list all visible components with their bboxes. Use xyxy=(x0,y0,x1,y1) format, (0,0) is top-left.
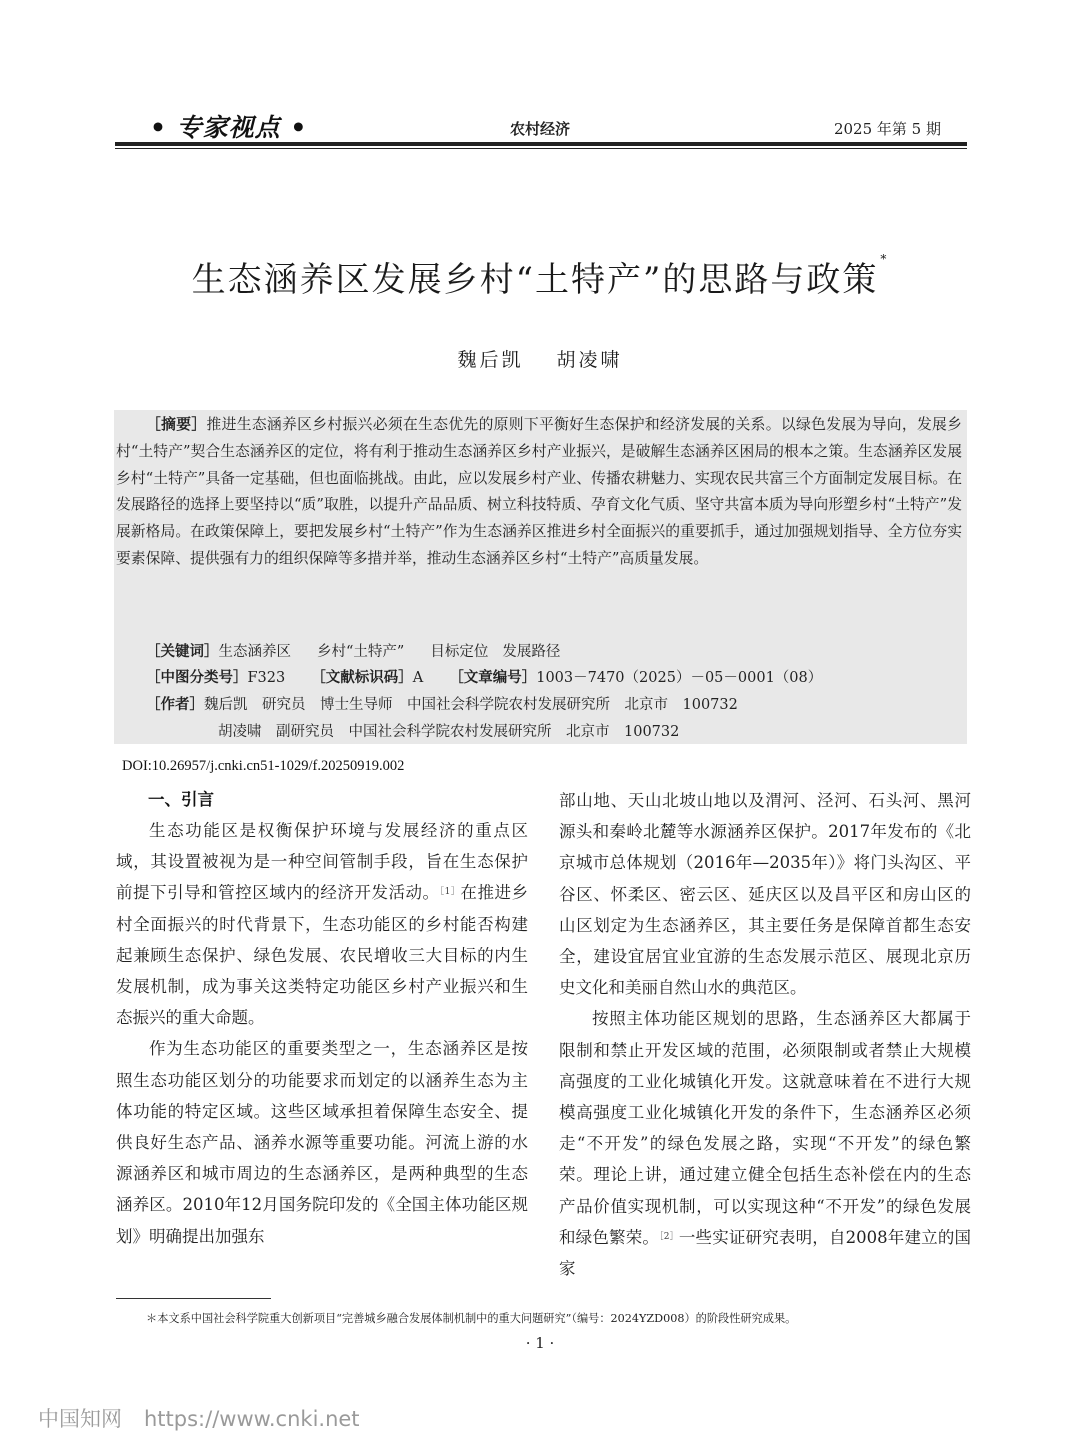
author-line xyxy=(0,345,1080,372)
author-info: 魏后凯 研究员 博士生导师 中国社会科学院农村发展研究所 北京市 100732 xyxy=(204,697,738,713)
body-column-right xyxy=(559,785,971,1284)
keyword: 发展路径 xyxy=(502,644,561,660)
author-info-label: ［作者］ xyxy=(146,697,204,713)
article-title xyxy=(0,252,1080,301)
abstract-label: ［摘要］ xyxy=(146,416,207,433)
author-name: 魏后凯 xyxy=(457,349,524,371)
watermark-brand: 中国知网 xyxy=(38,1407,122,1431)
abstract xyxy=(116,412,962,573)
paragraph-text: 在推进乡村全面振兴的时代背景下，生态功能区的乡村能否构建起兼顾生态保护、绿色发展、农民增收三大目标的内生发展机制，成为事关这类特定功能区乡村产业振兴和生态振兴的重大命题。 xyxy=(116,883,529,1028)
section-tag: • 专家视点 • xyxy=(150,113,308,142)
author-info-line xyxy=(218,720,679,741)
article-no-value: 1003－7470（2025）－05－0001（08） xyxy=(536,670,823,686)
footnote-rule xyxy=(116,1298,271,1299)
clc-value: F323 xyxy=(247,670,286,686)
section-heading: 一、引言 xyxy=(148,790,214,809)
paragraph-text: 按照主体功能区规划的思路，生态涵养区大都属于限制和禁止开发区域的范围，必须限制或者禁止大规模高强度的工业化城镇化开发。这就意味着在不进行大规模高强度工业化城镇化开发的条件下，生态涵养区必须走“不开发”的绿色发展之路，实现“不开发”的绿色繁荣。理论上讲，通过建立健全包括生态补偿在内的生态产品价值实现机制，可以实现这种“不开发”的绿色发展和绿色繁荣。 xyxy=(559,1009,971,1247)
journal-header xyxy=(115,106,967,146)
clc-label: ［中图分类号］ xyxy=(146,670,248,686)
doc-code-value: A xyxy=(412,670,424,686)
paragraph-text: 一些实证研究表明，自2008年建立的国家 xyxy=(559,1227,972,1279)
page-number: · 1 · xyxy=(525,1334,555,1352)
keyword: 目标定位 xyxy=(430,644,489,660)
citation-ref: ［2］ xyxy=(659,1231,679,1242)
header-rule-thick xyxy=(115,142,967,146)
keyword: 乡村“土特产” xyxy=(317,644,405,660)
keywords-line xyxy=(146,640,560,661)
citation-ref: ［1］ xyxy=(439,887,461,898)
doi: DOI:10.26957/j.cnki.cn51-1029/f.20250919.002 xyxy=(122,758,405,774)
classification-line xyxy=(146,666,822,687)
journal-name: 农村经济 xyxy=(510,120,571,138)
paragraph xyxy=(559,1003,971,1284)
article-no-label: ［文章编号］ xyxy=(449,670,537,686)
cnki-watermark xyxy=(38,1403,360,1433)
header-rule-thin xyxy=(115,148,967,149)
body-column-left xyxy=(116,815,528,1252)
doc-code-label: ［文献标识码］ xyxy=(311,670,413,686)
author-info: 胡凌啸 副研究员 中国社会科学院农村发展研究所 北京市 100732 xyxy=(218,724,680,740)
paragraph xyxy=(116,815,528,1033)
author-name: 胡凌啸 xyxy=(556,349,623,371)
paragraph: 作为生态功能区的重要类型之一，生态涵养区是按照生态功能区划分的功能要求而划定的以涵养生态为主体功能的特定区域。这些区域承担着保障生态安全、提供良好生态产品、涵养水源等重要功能。河流上游的水源涵养区和城市周边的生态涵养区，是两种典型的生态涵养区。2010年12月国务院印发的《全国主体功能区规划》明确提出加强东 xyxy=(116,1039,528,1246)
abstract-text: 推进生态涵养区乡村振兴必须在生态优先的原则下平衡好生态保护和经济发展的关系。以绿色发展为导向，发展乡村“土特产”契合生态涵养区的定位，将有利于推动生态涵养区乡村产业振兴，是破解生态涵养区困局的根本之策。生态涵养区发展乡村“土特产”具备一定基础，但也面临挑战。由此，应以发展乡村产业、传播农耕魅力、实现农民共富三个方面制定发展目标。在发展路径的选择上要坚持以“质”取胜，以提升产品品质、树立科技特质、孕育文化气质、坚守共富本质为导向形塑乡村“土特产”发展新格局。在政策保障上，要把发展乡村“土特产”作为生态涵养区推进乡村全面振兴的重要抓手，通过加强规划指导、全方位夯实要素保障、提供强有力的组织保障等多措并举，推动生态涵养区乡村“土特产”高质量发展。 xyxy=(116,416,962,567)
issue-number: 2025 年第 5 期 xyxy=(833,120,941,138)
title-footnote-mark: * xyxy=(880,252,889,266)
watermark-url: https://www.cnki.net xyxy=(144,1407,360,1431)
keywords-label: ［关键词］ xyxy=(146,644,219,660)
footnote: ＊本文系中国社会科学院重大创新项目“完善城乡融合发展体制机制中的重大问题研究”（编号：2024YZD008）的阶段性研究成果。 xyxy=(146,1312,797,1325)
author-info-line xyxy=(146,693,738,714)
title-text: 生态涵养区发展乡村“土特产”的思路与政策 xyxy=(191,260,879,300)
paragraph: 部山地、天山北坡山地以及渭河、泾河、石头河、黑河源头和秦岭北麓等水源涵养区保护。2017年发布的《北京城市总体规划（2016年—2035年）》将门头沟区、平谷区、怀柔区、密云区、延庆区以及昌平区和房山区的山区划定为生态涵养区，其主要任务是保障首都生态安全，建设宜居宜业宜游的生态发展示范区、展现北京历史文化和美丽自然山水的典范区。 xyxy=(559,791,971,998)
keyword: 生态涵养区 xyxy=(218,644,291,660)
paragraph-text: 生态功能区是权衡保护环境与发展经济的重点区域，其设置被视为是一种空间管制手段，旨在生态保护前提下引导和管控区域内的经济开发活动。 xyxy=(116,821,528,903)
